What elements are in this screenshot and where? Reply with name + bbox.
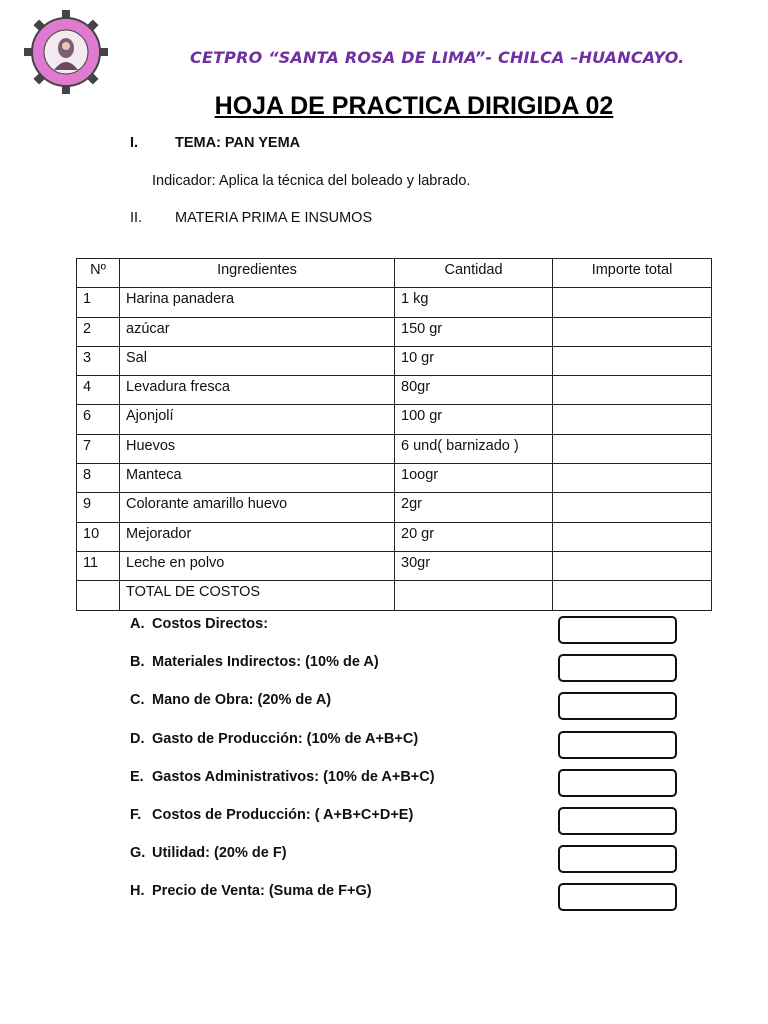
cell-number: 7 [77, 434, 120, 463]
cell-total [553, 493, 712, 522]
cost-letter: H. [130, 883, 145, 899]
answer-box[interactable] [558, 807, 677, 835]
cell-quantity: 150 gr [395, 317, 553, 346]
cost-letter: C. [130, 692, 145, 708]
cell-ingredient: Levadura fresca [120, 376, 395, 405]
cost-item [130, 845, 287, 861]
answer-box[interactable] [558, 883, 677, 911]
cell-number: 9 [77, 493, 120, 522]
cell-ingredient: Harina panadera [120, 288, 395, 317]
cell-ingredient: Leche en polvo [120, 551, 395, 580]
cost-item [130, 616, 268, 632]
cell-ingredient: Manteca [120, 464, 395, 493]
cell-ingredient: Colorante amarillo huevo [120, 493, 395, 522]
cell-number: 10 [77, 522, 120, 551]
cell-number: 3 [77, 346, 120, 375]
table-row [77, 581, 712, 610]
cell-ingredient: Ajonjolí [120, 405, 395, 434]
cell-quantity: 20 gr [395, 522, 553, 551]
cell-total [553, 376, 712, 405]
cost-letter: B. [130, 654, 145, 670]
cell-number: 11 [77, 551, 120, 580]
header-ingredients: Ingredientes [120, 259, 395, 288]
cell-total [553, 551, 712, 580]
cost-letter: A. [130, 616, 145, 632]
cost-letter: E. [130, 769, 144, 785]
table-row [77, 317, 712, 346]
answer-box[interactable] [558, 769, 677, 797]
cell-total [553, 522, 712, 551]
cost-letter: G. [130, 845, 146, 861]
cell-total [553, 346, 712, 375]
cell-quantity: 100 gr [395, 405, 553, 434]
cost-item [130, 654, 379, 670]
cost-label: Costos Directos: [152, 616, 269, 632]
cell-quantity: 30gr [395, 551, 553, 580]
cell-number: 6 [77, 405, 120, 434]
table-row [77, 493, 712, 522]
cell-total [553, 317, 712, 346]
table-row [77, 551, 712, 580]
table-header-row [77, 259, 712, 288]
school-logo [24, 10, 108, 94]
table-row [77, 405, 712, 434]
page-title: HOJA DE PRACTICA DIRIGIDA 02 [214, 92, 614, 120]
cell-quantity: 6 und( barnizado ) [395, 434, 553, 463]
table-row [77, 464, 712, 493]
table-row [77, 288, 712, 317]
indicator-text: Indicador: Aplica la técnica del boleado y labrado. [152, 173, 471, 189]
section-2-title: MATERIA PRIMA E INSUMOS [175, 210, 373, 226]
cell-total [553, 405, 712, 434]
cell-total [553, 581, 712, 610]
header-number: Nº [77, 259, 120, 288]
cost-label: Gastos Administrativos: (10% de A+B+C) [152, 769, 435, 785]
cell-ingredient: Mejorador [120, 522, 395, 551]
section-1-title: TEMA: PAN YEMA [175, 135, 301, 151]
cost-item [130, 731, 418, 747]
cell-quantity: 1 kg [395, 288, 553, 317]
section-1-number: I. [130, 135, 139, 151]
cell-ingredient: TOTAL DE COSTOS [120, 581, 395, 610]
answer-box[interactable] [558, 845, 677, 873]
cost-label: Utilidad: (20% de F) [152, 845, 287, 861]
cost-letter: D. [130, 731, 145, 747]
cell-number: 2 [77, 317, 120, 346]
cost-item [130, 807, 413, 823]
cell-ingredient: Sal [120, 346, 395, 375]
cost-label: Precio de Venta: (Suma de F+G) [152, 883, 372, 899]
cell-quantity: 2gr [395, 493, 553, 522]
table-row [77, 346, 712, 375]
school-name: CETPRO “SANTA ROSA DE LIMA”- CHILCA –HUANCAYO. [190, 48, 685, 67]
answer-box[interactable] [558, 616, 677, 644]
cell-number: 1 [77, 288, 120, 317]
cost-letter: F. [130, 807, 142, 823]
cell-ingredient: azúcar [120, 317, 395, 346]
header-quantity: Cantidad [395, 259, 553, 288]
table-row [77, 434, 712, 463]
cell-quantity [395, 581, 553, 610]
cell-quantity: 80gr [395, 376, 553, 405]
answer-box[interactable] [558, 731, 677, 759]
cost-item [130, 883, 372, 899]
ingredients-table [76, 258, 712, 611]
cell-quantity: 1oogr [395, 464, 553, 493]
cost-label: Costos de Producción: ( A+B+C+D+E) [152, 807, 414, 823]
cell-total [553, 434, 712, 463]
cost-item [130, 769, 435, 785]
cell-number [77, 581, 120, 610]
cell-total [553, 464, 712, 493]
section-2-number: II. [130, 210, 143, 226]
header-total: Importe total [553, 259, 712, 288]
cell-quantity: 10 gr [395, 346, 553, 375]
cost-label: Materiales Indirectos: (10% de A) [152, 654, 379, 670]
cell-number: 4 [77, 376, 120, 405]
cell-number: 8 [77, 464, 120, 493]
table-row [77, 522, 712, 551]
cell-total [553, 288, 712, 317]
cell-ingredient: Huevos [120, 434, 395, 463]
cost-label: Mano de Obra: (20% de A) [152, 692, 332, 708]
answer-box[interactable] [558, 654, 677, 682]
answer-box[interactable] [558, 692, 677, 720]
table-row [77, 376, 712, 405]
cost-label: Gasto de Producción: (10% de A+B+C) [152, 731, 419, 747]
cost-item [130, 692, 331, 708]
